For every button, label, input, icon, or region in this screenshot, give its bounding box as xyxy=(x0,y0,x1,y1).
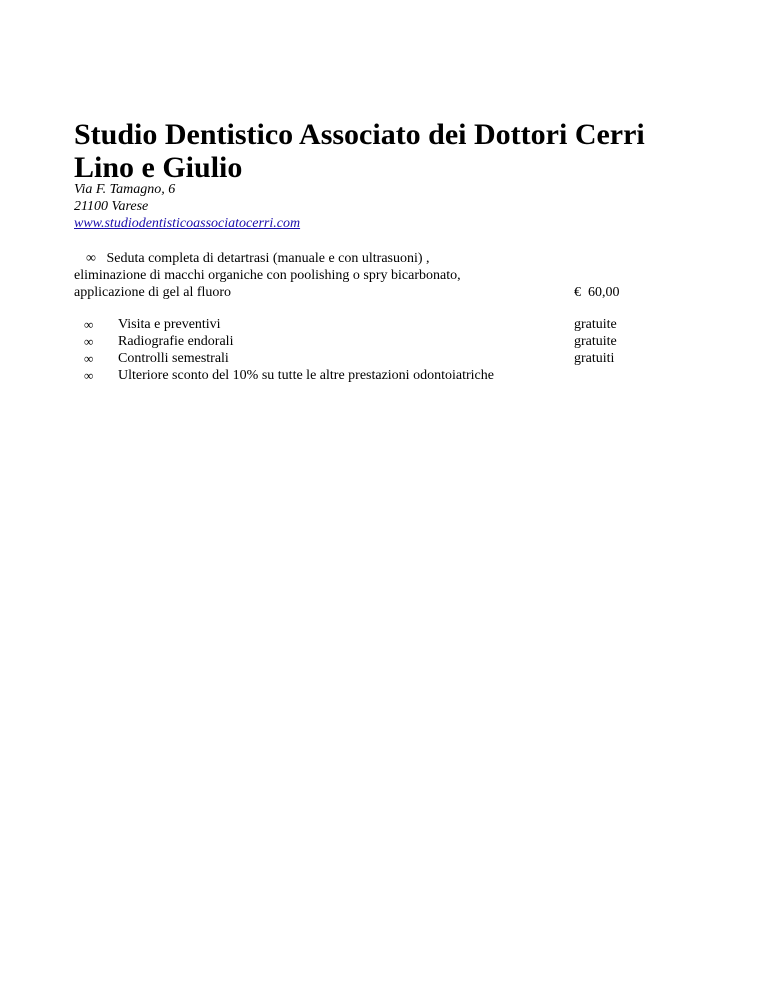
offer-line-1 xyxy=(74,250,544,267)
offer-price: € 60,00 xyxy=(574,285,620,300)
infinity-bullet-icon: ∞ xyxy=(84,351,94,366)
list-item xyxy=(74,333,694,350)
address-block xyxy=(74,181,300,232)
service-value: gratuite xyxy=(574,317,617,332)
list-item xyxy=(74,316,694,333)
services-list xyxy=(74,316,694,384)
infinity-bullet-icon: ∞ xyxy=(84,368,94,383)
service-value: gratuiti xyxy=(574,351,615,366)
list-item xyxy=(74,367,694,384)
infinity-bullet-icon: ∞ xyxy=(84,334,94,349)
offer-description xyxy=(74,250,544,301)
infinity-bullet-icon: ∞ xyxy=(86,251,96,266)
service-label: Visita e preventivi xyxy=(118,317,221,332)
service-value: gratuite xyxy=(574,334,617,349)
service-label: Ulteriore sconto del 10% su tutte le altre prestazioni odontoiatriche xyxy=(118,368,494,383)
infinity-bullet-icon: ∞ xyxy=(84,317,94,332)
offer-line-3: applicazione di gel al fluoro xyxy=(74,285,232,300)
offer-line-1-text: Seduta completa di detartrasi (manuale e con ultrasuoni) , xyxy=(106,251,430,266)
cleaning-offer xyxy=(74,250,694,301)
address-city: 21100 Varese xyxy=(74,199,149,214)
service-label: Radiografie endorali xyxy=(118,334,234,349)
address-street: Via F. Tamagno, 6 xyxy=(74,182,176,197)
service-label: Controlli semestrali xyxy=(118,351,229,366)
page-title: Studio Dentistico Associato dei Dottori Cerri Lino e Giulio xyxy=(74,118,645,184)
website-link[interactable]: www.studiodentisticoassociatocerri.com xyxy=(74,216,301,231)
list-item xyxy=(74,350,694,367)
offer-line-2: eliminazione di macchi organiche con poolishing o spry bicarbonato, xyxy=(74,268,461,283)
